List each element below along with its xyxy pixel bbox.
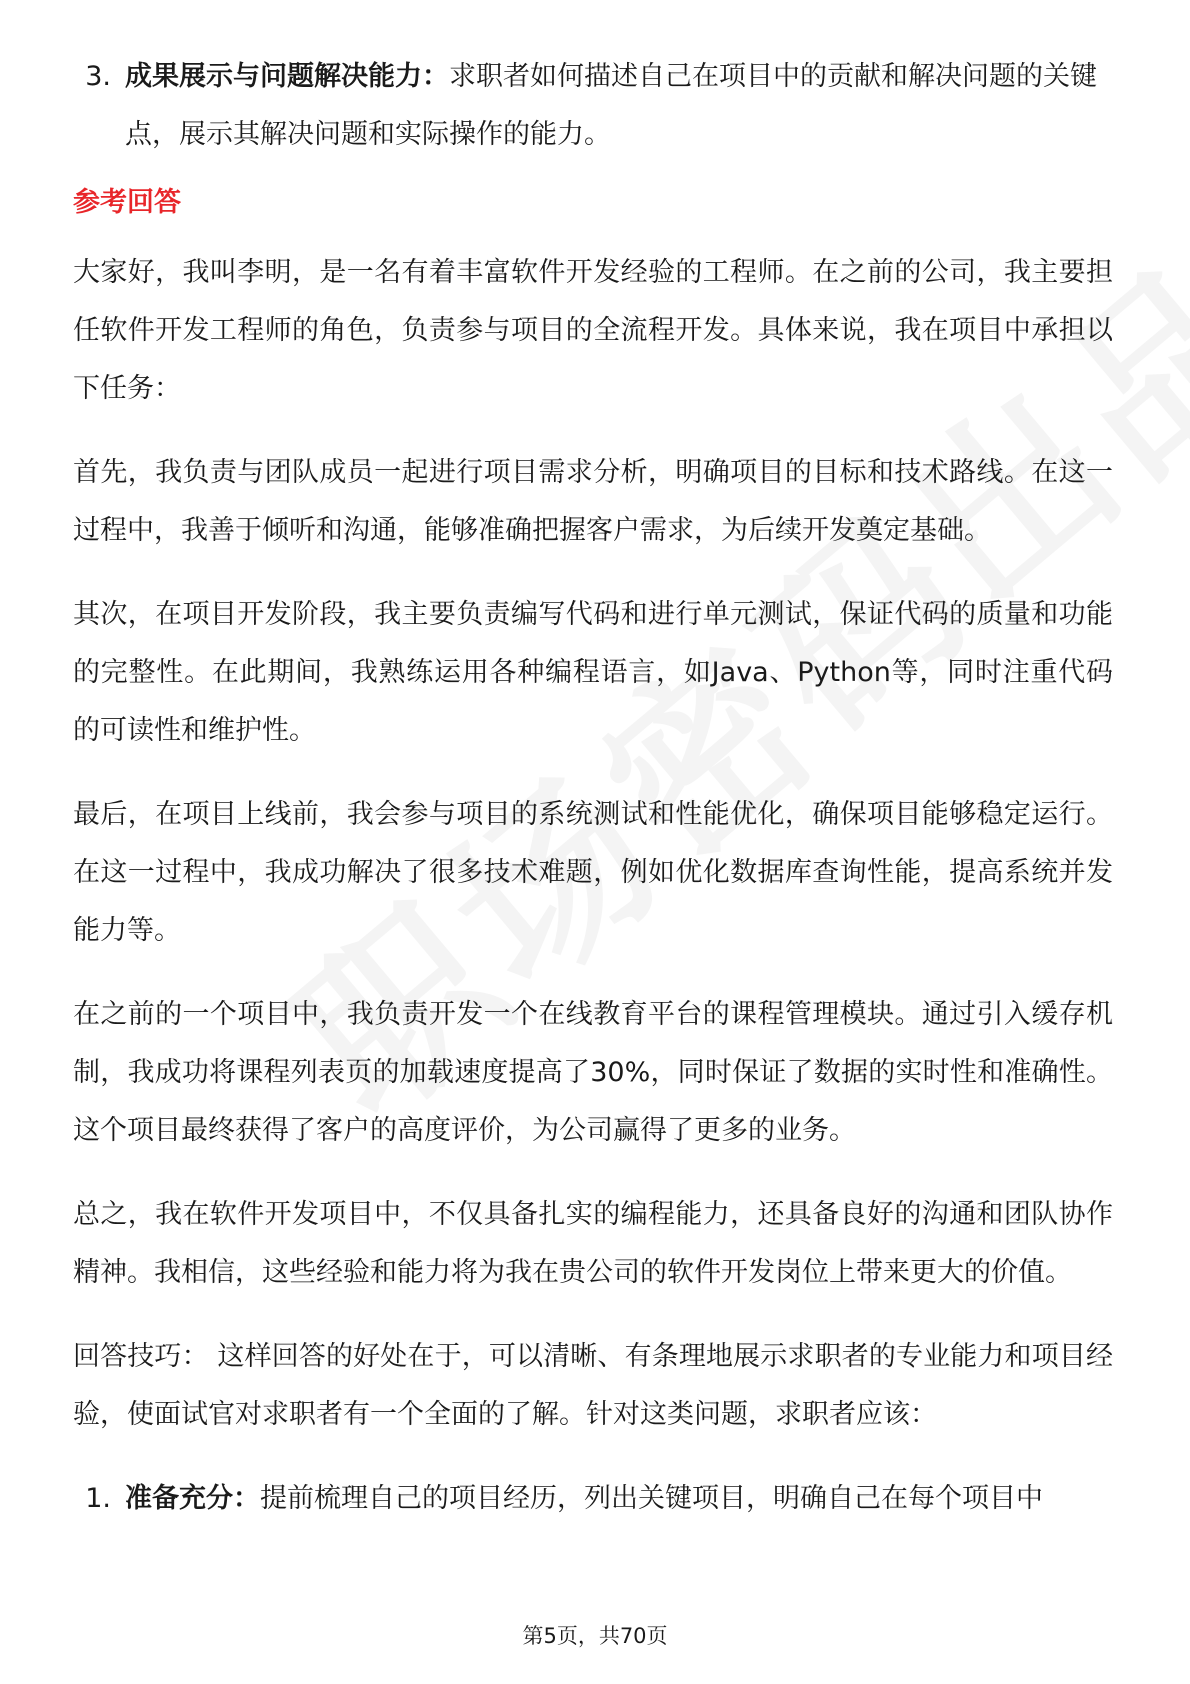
item-number: 3.: [85, 61, 111, 92]
paragraph-finally: 最后，在项目上线前，我会参与项目的系统测试和性能优化，确保项目能够稳定运行。在这一过程中，我成功解决了很多技术难题，例如优化数据库查询性能，提高系统并发能力等。: [73, 799, 1113, 946]
section-heading: 参考回答: [73, 187, 181, 218]
item-label: 成果展示与问题解决能力：: [125, 61, 449, 92]
paragraph-second: 其次，在项目开发阶段，我主要负责编写代码和进行单元测试，保证代码的质量和功能的完整性。在此期间，我熟练运用各种编程语言，如Java、Python等，同时注重代码的可读性和维护性。: [73, 599, 1113, 746]
item-text: [125, 1470, 1113, 1528]
numbered-item-1: [73, 1470, 1113, 1528]
paragraph-intro: 大家好，我叫李明，是一名有着丰富软件开发经验的工程师。在之前的公司，我主要担任软件开发工程师的角色，负责参与项目的全流程开发。具体来说，我在项目中承担以下任务：: [73, 257, 1113, 404]
page-content: [73, 48, 1113, 1538]
item-text: [125, 48, 1113, 164]
item-body: 提前梳理自己的项目经历，列出关键项目，明确自己在每个项目中: [260, 1483, 1043, 1514]
paragraph-summary: 总之，我在软件开发项目中，不仅具备扎实的编程能力，还具备良好的沟通和团队协作精神。我相信，这些经验和能力将为我在贵公司的软件开发岗位上带来更大的价值。: [73, 1199, 1113, 1288]
item-label: 准备充分：: [125, 1483, 260, 1514]
paragraph-first: 首先，我负责与团队成员一起进行项目需求分析，明确项目的目标和技术路线。在这一过程中，我善于倾听和沟通，能够准确把握客户需求，为后续开发奠定基础。: [73, 457, 1113, 546]
paragraph-project-example: 在之前的一个项目中，我负责开发一个在线教育平台的课程管理模块。通过引入缓存机制，我成功将课程列表页的加载速度提高了30%，同时保证了数据的实时性和准确性。这个项目最终获得了客户的高度评价，为公司赢得了更多的业务。: [73, 999, 1113, 1146]
page-footer: 第5页，共70页: [522, 1624, 668, 1648]
numbered-item-3: [73, 48, 1113, 164]
item-number: 1.: [85, 1483, 111, 1514]
paragraph-answer-tips: 回答技巧： 这样回答的好处在于，可以清晰、有条理地展示求职者的专业能力和项目经验，使面试官对求职者有一个全面的了解。针对这类问题，求职者应该：: [73, 1341, 1113, 1430]
item-body: 求职者如何描述自己在项目中的贡献和解决问题的关键点，展示其解决问题和实际操作的能力。: [125, 61, 1097, 150]
